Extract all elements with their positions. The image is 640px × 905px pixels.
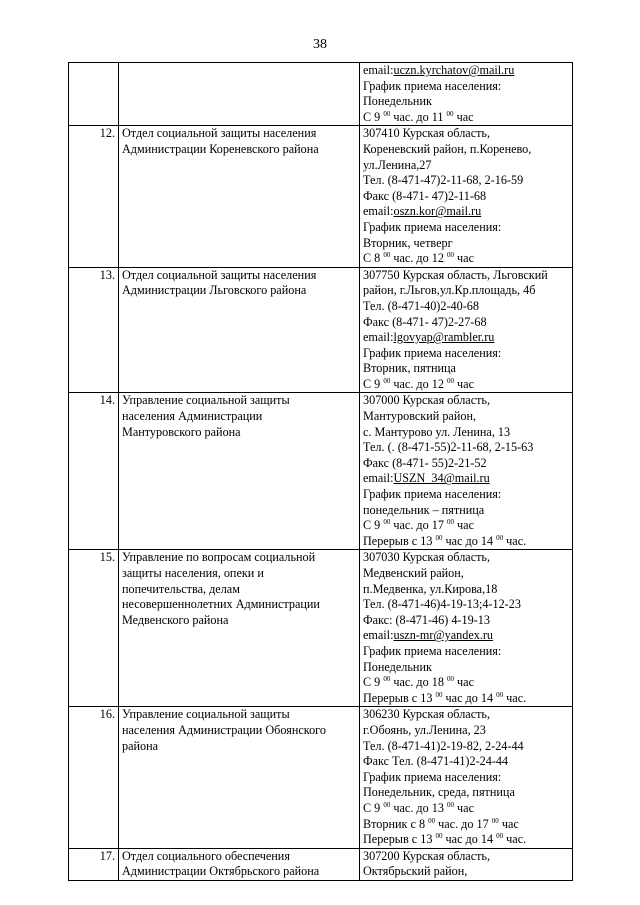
text-segment: Перерыв с 13	[363, 533, 436, 548]
contact-line	[363, 299, 569, 315]
text-segment: час до 14	[442, 533, 497, 548]
time-minutes-superscript: 00	[383, 518, 391, 527]
text-segment: г.Обоянь, ул.Ленина, 23	[363, 722, 486, 737]
email-address[interactable]: oszn.kor@mail.ru	[393, 204, 482, 219]
contact-cell	[360, 63, 573, 126]
contact-line	[363, 550, 569, 566]
contact-line	[363, 613, 569, 629]
office-name-line: Отдел социальной защиты населения	[122, 267, 317, 282]
office-name-line: района	[122, 738, 159, 753]
contact-line	[363, 158, 569, 174]
text-segment: График приема населения:	[363, 643, 502, 658]
contact-line	[363, 582, 569, 598]
text-segment: Тел. (. (8-471-55)2-11-68, 2-15-63	[363, 440, 534, 455]
office-name-line: защиты населения, опеки и	[122, 566, 264, 580]
contact-line	[363, 94, 569, 110]
time-minutes-superscript: 00	[447, 800, 454, 809]
office-name-cell	[119, 550, 360, 707]
text-segment: email:	[363, 628, 394, 643]
text-segment: Тел. (8-471-41)2-19-82, 2-24-44	[363, 738, 524, 753]
text-segment: час. до 13	[390, 800, 447, 815]
contact-line	[363, 864, 569, 880]
time-minutes-superscript: 00	[496, 533, 504, 542]
contact-cell	[360, 393, 573, 550]
contact-line	[363, 597, 569, 613]
contact-line	[363, 754, 569, 770]
office-name-line: Администрации Льговского района	[122, 283, 307, 298]
offices-table	[68, 62, 573, 881]
contact-cell	[360, 550, 573, 707]
row-number: 13.	[69, 267, 119, 393]
contact-line	[363, 268, 569, 284]
contact-line	[363, 361, 569, 377]
contact-line	[363, 126, 569, 142]
text-segment: Факс (8-471- 47)2-11-68	[363, 188, 487, 203]
time-minutes-superscript: 00	[428, 816, 436, 825]
text-segment: Факс (8-471- 55)2-21-52	[363, 455, 487, 470]
contact-line	[363, 377, 569, 393]
time-minutes-superscript: 00	[383, 251, 391, 260]
text-segment: час	[454, 251, 474, 266]
contact-cell	[360, 267, 573, 393]
text-segment: ул.Ленина,27	[363, 157, 432, 172]
office-name-line: попечительства, делам	[122, 581, 240, 596]
text-segment: График приема населения:	[363, 345, 502, 360]
office-name-line: Отдел социальной защиты населения	[122, 126, 317, 141]
time-minutes-superscript: 00	[447, 675, 454, 684]
time-minutes-superscript: 00	[435, 832, 443, 841]
time-minutes-superscript: 00	[435, 690, 443, 699]
time-minutes-superscript: 00	[496, 690, 504, 699]
contact-line	[363, 315, 569, 331]
text-segment: час	[498, 816, 519, 831]
text-segment: Тел. (8-471-46)4-19-13;4-12-23	[363, 597, 521, 612]
row-number	[69, 63, 119, 126]
contact-line	[363, 785, 569, 801]
office-name-line: Медвенского района	[122, 612, 229, 627]
email-address[interactable]: uszn-mr@yandex.ru	[393, 628, 494, 643]
time-minutes-superscript: 00	[447, 376, 454, 385]
contact-line	[363, 440, 569, 456]
contact-line	[363, 456, 569, 472]
text-segment: час.	[503, 690, 527, 705]
text-segment: час	[454, 800, 474, 815]
text-segment: час до 14	[442, 832, 497, 847]
text-segment: Факс Тел. (8-471-41)2-24-44	[363, 754, 509, 769]
contact-line	[363, 801, 569, 817]
text-segment: Вторник, четверг	[363, 235, 453, 250]
row-number: 16.	[69, 707, 119, 848]
contact-line	[363, 204, 569, 220]
office-name-line: населения Администрации Обоянского	[122, 722, 326, 737]
contact-line	[363, 518, 569, 534]
contact-line	[363, 739, 569, 755]
text-segment: Понедельник, среда, пятница	[363, 785, 515, 800]
office-name-line: населения Администрации	[122, 409, 263, 424]
text-segment: 307750 Курская область, Льговский	[363, 267, 548, 282]
office-name-line: Администрации Кореневского района	[122, 141, 319, 156]
time-minutes-superscript: 00	[491, 816, 499, 825]
contact-line	[363, 849, 569, 865]
office-name-line: Мантуровского района	[122, 424, 241, 439]
text-segment: С 9	[363, 109, 384, 124]
contact-line	[363, 487, 569, 503]
text-segment: Кореневский район, п.Коренево,	[363, 141, 532, 156]
text-segment: Тел. (8-471-40)2-40-68	[363, 298, 479, 313]
contact-line	[363, 770, 569, 786]
time-minutes-superscript: 00	[383, 109, 391, 118]
row-number: 14.	[69, 393, 119, 550]
text-segment: час	[454, 675, 474, 690]
time-minutes-superscript: 00	[383, 376, 391, 385]
table-row	[69, 848, 573, 880]
contact-line	[363, 142, 569, 158]
contact-line	[363, 283, 569, 299]
text-segment: email:	[363, 63, 394, 77]
text-segment: График приема населения:	[363, 769, 502, 784]
office-name-cell	[119, 63, 360, 126]
text-segment: График приема населения:	[363, 487, 502, 502]
text-segment: Вторник, пятница	[363, 361, 456, 376]
text-segment: Факс (8-471- 47)2-27-68	[363, 314, 487, 329]
text-segment: Октябрьский район,	[363, 864, 468, 879]
office-name-line: Администрации Октябрьского района	[122, 864, 320, 879]
office-name-line: Управление социальной защиты	[122, 393, 290, 408]
text-segment: С 9	[363, 376, 384, 391]
contact-line	[363, 110, 569, 126]
email-address[interactable]: uczn.kyrchatov@mail.ru	[393, 63, 515, 77]
contact-line	[363, 723, 569, 739]
text-segment: График приема населения:	[363, 78, 502, 93]
time-minutes-superscript: 00	[435, 533, 443, 542]
text-segment: Мантуровский район,	[363, 409, 477, 424]
time-minutes-superscript: 00	[446, 109, 454, 118]
text-segment: час	[453, 109, 474, 124]
text-segment: час	[454, 518, 474, 533]
contact-line	[363, 534, 569, 550]
contact-cell	[360, 707, 573, 848]
text-segment: с. Мантурово ул. Ленина, 13	[363, 424, 511, 439]
table-row	[69, 550, 573, 707]
contact-line	[363, 63, 569, 79]
page-number: 38	[313, 37, 327, 52]
text-segment: час до 14	[442, 690, 497, 705]
text-segment: График приема населения:	[363, 219, 502, 234]
contact-line	[363, 691, 569, 707]
table-row	[69, 707, 573, 848]
time-minutes-superscript: 00	[496, 832, 504, 841]
contact-cell	[360, 848, 573, 880]
text-segment: час.	[503, 533, 527, 548]
text-segment: час. до 12	[390, 251, 447, 266]
table-row	[69, 393, 573, 550]
office-name-line: Управление по вопросам социальной	[122, 550, 316, 565]
contact-line	[363, 393, 569, 409]
text-segment: понедельник – пятница	[363, 502, 485, 517]
time-minutes-superscript: 00	[447, 518, 454, 527]
contact-line	[363, 832, 569, 848]
contact-line	[363, 471, 569, 487]
office-name-line: несовершеннолетних Администрации	[122, 597, 320, 612]
contact-line	[363, 503, 569, 519]
contact-line	[363, 346, 569, 362]
office-name-cell	[119, 848, 360, 880]
text-segment: email:	[363, 471, 394, 486]
text-segment: Медвенский район,	[363, 566, 464, 580]
text-segment: час. до 12	[390, 376, 447, 391]
contact-line	[363, 660, 569, 676]
office-name-cell	[119, 393, 360, 550]
text-segment: 307410 Курская область,	[363, 126, 491, 141]
office-name-line: Отдел социального обеспечения	[122, 848, 290, 863]
contact-line	[363, 236, 569, 252]
text-segment: 307030 Курская область,	[363, 550, 491, 565]
row-number: 12.	[69, 126, 119, 267]
contact-line	[363, 675, 569, 691]
contact-line	[363, 79, 569, 95]
text-segment: район, г.Льгов,ул.Кр.площадь, 4б	[363, 283, 536, 298]
text-segment: час. до 11	[390, 109, 447, 124]
text-segment: час.	[503, 832, 527, 847]
text-segment: Перерыв с 13	[363, 832, 436, 847]
office-name-cell	[119, 126, 360, 267]
contact-line	[363, 707, 569, 723]
text-segment: Тел. (8-471-47)2-11-68, 2-16-59	[363, 173, 524, 188]
contact-cell	[360, 126, 573, 267]
text-segment: email:	[363, 330, 394, 345]
row-number: 15.	[69, 550, 119, 707]
text-segment: Факс: (8-471-46) 4-19-13	[363, 612, 490, 627]
row-number: 17.	[69, 848, 119, 880]
text-segment: час. до 17	[390, 518, 447, 533]
table-row	[69, 126, 573, 267]
contact-line	[363, 566, 569, 582]
contact-line	[363, 330, 569, 346]
text-segment: час. до 17	[435, 816, 492, 831]
text-segment: час. до 18	[390, 675, 447, 690]
text-segment: С 9	[363, 675, 384, 690]
text-segment: email:	[363, 204, 394, 219]
time-minutes-superscript: 00	[383, 800, 391, 809]
time-minutes-superscript: 00	[447, 251, 454, 260]
table-row	[69, 267, 573, 393]
contact-line	[363, 628, 569, 644]
text-segment: час	[454, 376, 474, 391]
text-segment: Перерыв с 13	[363, 690, 436, 705]
text-segment: С 9	[363, 518, 384, 533]
text-segment: С 9	[363, 800, 384, 815]
contact-line	[363, 251, 569, 267]
office-name-cell	[119, 267, 360, 393]
text-segment: 307200 Курская область,	[363, 848, 491, 863]
table-row	[69, 63, 573, 126]
time-minutes-superscript: 00	[383, 675, 391, 684]
text-segment: Вторник с 8	[363, 816, 429, 831]
text-segment: 307000 Курская область,	[363, 393, 491, 408]
contact-line	[363, 409, 569, 425]
contact-line	[363, 425, 569, 441]
email-address[interactable]: USZN_34@mail.ru	[393, 471, 490, 486]
contact-line	[363, 220, 569, 236]
text-segment: 306230 Курская область,	[363, 707, 491, 722]
office-name-line: Управление социальной защиты	[122, 707, 290, 722]
text-segment: п.Медвенка, ул.Кирова,18	[363, 581, 498, 596]
contact-line	[363, 817, 569, 833]
contact-line	[363, 189, 569, 205]
contact-line	[363, 173, 569, 189]
offices-table-body	[69, 63, 573, 881]
text-segment: Понедельник	[363, 94, 432, 109]
contact-line	[363, 644, 569, 660]
email-address[interactable]: lgovyap@rambler.ru	[393, 330, 495, 345]
text-segment: Понедельник	[363, 659, 432, 674]
office-name-cell	[119, 707, 360, 848]
text-segment: С 8	[363, 251, 384, 266]
